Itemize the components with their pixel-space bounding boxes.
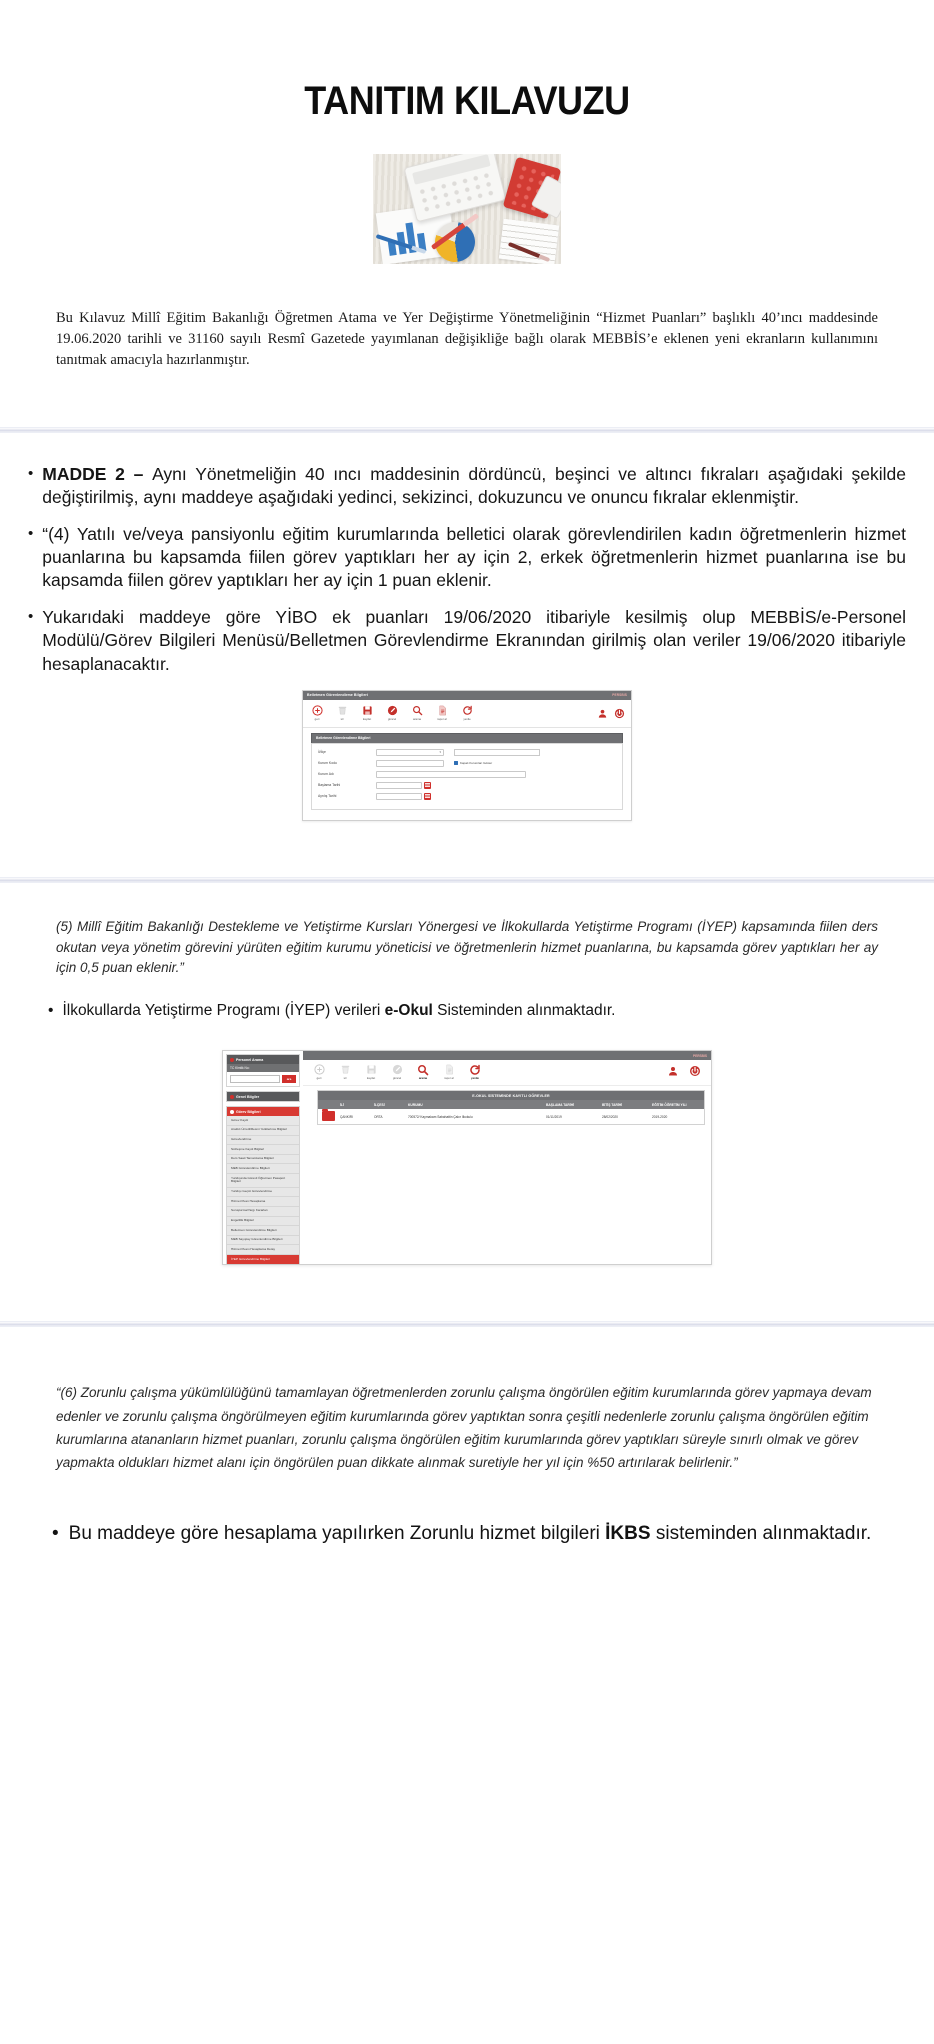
user-avatar-icon: [665, 1065, 681, 1076]
checkbox-icon[interactable]: [454, 761, 458, 765]
bullet-strong: İKBS: [605, 1523, 651, 1545]
column-header-ilcesi: İLÇESİ: [374, 1102, 385, 1107]
toolbar-button-guncelle[interactable]: [384, 705, 400, 721]
bullet-strong: MADDE 2 –: [42, 463, 153, 484]
toolbar-button-yenile[interactable]: [459, 705, 475, 721]
intro-paragraph: Bu Kılavuz Millî Eğitim Bakanlığı Öğretmen Atama ve Yer Değiştirme Yönetmeliğinin “Hizmet Puanları” başlıklı 40’ıncı maddesinde 19.06.2020 tarihli ve 31160 sayılı Resmî Gazetede yayımlanan değişikliğe bağlı olarak MEBBİS’e eklenen yeni ekranların kullanımını tanıtmak amacıyla hazırlanmıştır.: [56, 309, 878, 368]
toolbar-button-geri[interactable]: [309, 705, 325, 721]
notebook-photo-element: [499, 219, 559, 264]
page-title: TANITIM KILAVUZU: [304, 78, 630, 123]
toolbar-label: yenile: [471, 1076, 479, 1081]
personel-arama-header: [227, 1055, 299, 1064]
field-label: Başlama Tarihi: [318, 783, 341, 788]
toolbar-label: geri: [316, 1076, 322, 1081]
toolbar-right-buttons: [665, 1064, 703, 1076]
toolbar-label: arama: [413, 717, 421, 722]
toolbar-label: kaydet: [366, 1076, 376, 1081]
user-avatar-icon: [597, 708, 608, 719]
sidebar-item[interactable]: Görevlendirme: [227, 1136, 299, 1146]
edit-pencil-icon: [384, 705, 400, 716]
bullet-prefix: Bu maddeye göre hesaplama yapılırken Zorunlu hizmet bilgileri: [68, 1523, 606, 1545]
sidebar-item[interactable]: Belletmen Görevlendirme Bilgileri: [227, 1226, 299, 1236]
logout-button[interactable]: [614, 708, 625, 719]
bullet-body: Aynı Yönetmeliğin 40 ıncı maddesinin dördüncü, beşinci ve altıncı fıkraları aşağıdaki şekilde değiştirilmiş, aynı maddeye aşağıdaki yedinci, sekizinci, dokuzuncu ve onuncu fıkralar eklenmiştir.: [42, 463, 906, 507]
bullet-text: “(4) Yatılı ve/veya pansiyonlu eğitim kurumlarında belletici olarak görevlendirilen kadın öğretmenlerin hizmet puanlarına bu kapsamda fiilen görev yaptıkları her ay için 2, erkek öğretmenlerin hizmet puanlarına ise bu kapsamda fiilen görev yaptıkları her ay için 1 puan eklenir.: [42, 524, 906, 591]
app-title: Belletmen Görevlendirme Bilgileri: [307, 693, 369, 698]
slide-2-madde2: [0, 463, 934, 877]
bullet-dot-icon: •: [48, 1002, 54, 1020]
sidebar-item[interactable]: Sözleşme Kaydı Bilgileri: [227, 1145, 299, 1155]
table-row[interactable]: [318, 1109, 704, 1124]
presentation-page: [0, 27, 934, 1611]
search-icon: [415, 1064, 431, 1075]
form-row-ayrilis-tarihi: [318, 793, 616, 800]
calendar-picker-icon[interactable]: [424, 793, 431, 800]
fikra-5-paragraph: (5) Millî Eğitim Bakanlığı Destekleme ve Yetiştirme Kursları Yönergesi ve İlkokullarda Yetiştirme Programı (İYEP) kapsamında fiilen ders okutan veya yönetim görevini yürüten eğitim kurumu yöneticisi ve öğretmenlerin hizmet puanlarına, bu kapsamda görev yaptıkları her ay için 0,5 puan eklenir.”: [56, 918, 878, 976]
refresh-icon: [467, 1064, 483, 1075]
slide-divider-2: [0, 877, 934, 883]
hero-photo: [373, 154, 561, 264]
sidebar-item[interactable]: Ders Saati Tamamlama Bilgileri: [227, 1155, 299, 1165]
embedded-screenshot-1-wrap: [0, 690, 934, 821]
sidebar-item[interactable]: Hizmet Puanı Hesaplama Detay: [227, 1245, 299, 1255]
belletmen-gorevlendirme-screenshot: [302, 690, 632, 821]
checkbox-label: Kapalı Kurumları Göster: [460, 761, 493, 766]
report-document-icon: [434, 705, 450, 716]
report-document-icon: [441, 1064, 457, 1075]
toolbar-buttons: [311, 1064, 483, 1080]
red-dot-icon: [230, 1095, 234, 1099]
toolbar-right-buttons: [597, 708, 625, 719]
toolbar-label: arama: [418, 1076, 428, 1081]
app-content: [303, 1051, 711, 1264]
slide-3-iyep: [0, 917, 934, 1322]
field-label: Ayrılış Tarihi: [318, 794, 337, 799]
list-item: [28, 606, 906, 675]
sidebar-group-label: Görev Bilgileri: [236, 1109, 261, 1114]
toolbar-label: güncel: [392, 1076, 402, 1081]
trash-icon: [334, 705, 350, 716]
cell-ilcesi: ORTA: [374, 1114, 383, 1119]
gorev-bilgileri-card: [226, 1106, 300, 1265]
slide-divider-3: [0, 1321, 934, 1327]
bullet-suffix: sisteminden alınmaktadır.: [650, 1523, 872, 1545]
toolbar-button-arama[interactable]: [415, 1064, 431, 1080]
ayrilis-tarihi-input[interactable]: [376, 793, 422, 800]
slide-divider-1: [0, 427, 934, 433]
cell-egitim-ogretim-yili: 2019-2020: [652, 1114, 668, 1119]
bullet-dot-icon: •: [28, 464, 34, 482]
sidebar-group-genel-bilgiler[interactable]: [227, 1092, 299, 1101]
toolbar-button-sil[interactable]: [334, 705, 350, 721]
il-ilce-secondary-input[interactable]: [454, 749, 540, 756]
baslama-tarihi-input[interactable]: [376, 782, 422, 789]
menu-card: [226, 1091, 300, 1102]
refresh-icon: [459, 705, 475, 716]
e-okul-gorevler-table: [317, 1090, 705, 1125]
personel-arama-card: [226, 1054, 300, 1087]
power-logout-icon: [687, 1065, 703, 1076]
column-header-bitis-tarihi: BİTİŞ TARİHİ: [602, 1102, 623, 1107]
sidebar-item[interactable]: Hizmet Puan Hesaplama: [227, 1197, 299, 1207]
chevron-down-icon: ▾: [439, 750, 441, 755]
trash-icon: [337, 1064, 353, 1075]
sidebar-item[interactable]: MEB Görevlendirme Bilgileri: [227, 1164, 299, 1174]
toolbar-button-kaydet[interactable]: [359, 705, 375, 721]
sidebar-item[interactable]: Soruşturma/Yargı Kararları: [227, 1207, 299, 1217]
bullet-dot-icon: •: [52, 1523, 59, 1545]
form-row-kurum-adi: [318, 771, 616, 778]
toolbar-label: geri: [314, 717, 320, 722]
bullet-suffix: Sisteminden alınmaktadır.: [432, 1002, 616, 1020]
iyep-gorevlendirme-screenshot: [222, 1050, 712, 1265]
personel-arama-title: Personel Arama: [236, 1057, 264, 1062]
table-header-row: [318, 1100, 704, 1108]
toolbar-label: kaydet: [362, 717, 372, 722]
ara-button[interactable]: ara: [282, 1075, 296, 1083]
toolbar-button-rapor-al[interactable]: [434, 705, 450, 721]
column-header-baslama-tarihi: BAŞLAMA TARİHİ: [546, 1102, 575, 1107]
save-icon: [363, 1064, 379, 1075]
kurum-kodu-input[interactable]: [376, 760, 444, 767]
hero-image-wrap: [0, 154, 934, 264]
toolbar-label: rapor al: [437, 717, 447, 722]
edit-pencil-icon: [389, 1064, 405, 1075]
column-header-egitim-ogretim-yili: EĞİTİM ÖĞRETİM YILI: [652, 1102, 687, 1107]
sidebar-item[interactable]: Görev Kaydı: [227, 1116, 299, 1126]
sidebar-item[interactable]: Yurtdışında Görevli Öğretmen Pasaport Bilgileri: [227, 1174, 299, 1188]
user-account-button[interactable]: [597, 708, 608, 719]
field-label: Kurum Adı: [318, 772, 334, 777]
cell-ili: ÇANKIRI: [340, 1114, 353, 1119]
kapali-kurumlar-checkbox-group[interactable]: [454, 761, 492, 765]
table-title: E-OKUL SİSTEMİNDE KAYITLI GÖREVLER: [318, 1091, 704, 1100]
bullet-dot-icon: •: [28, 608, 34, 626]
toolbar-button-guncelle[interactable]: [389, 1064, 405, 1080]
bullet-strong: e-Okul: [384, 1002, 433, 1020]
toolbar-buttons: [309, 705, 475, 721]
cell-baslama-tarihi: 01/11/2019: [546, 1114, 562, 1119]
kurum-adi-input[interactable]: [376, 771, 526, 778]
form-panel-title: Belletmen Görevlendirme Bilgileri: [311, 733, 623, 743]
iyep-bullet: [48, 1001, 886, 1022]
bullet-list-slide2: [28, 463, 906, 676]
form-panel: [303, 728, 631, 820]
column-header-kurumu: KURUMU: [408, 1102, 423, 1107]
column-header-icon: [318, 1100, 338, 1108]
toolbar-label: güncel: [387, 717, 397, 722]
save-icon: [359, 705, 375, 716]
field-label: Kurum Kodu: [318, 761, 337, 766]
slide-4-zorunlu-hizmet: [0, 1381, 934, 1611]
toolbar-button-yenile[interactable]: [467, 1064, 483, 1080]
toolbar-button-rapor-al[interactable]: [441, 1064, 457, 1080]
app-toolbar: [303, 1060, 711, 1086]
toolbar-button-arama[interactable]: [409, 705, 425, 721]
sidebar-group-label: Genel Bilgiler: [236, 1094, 260, 1099]
sidebar-item[interactable]: Engellilik Bilgileri: [227, 1217, 299, 1227]
bullet-text: [62, 1001, 615, 1022]
toolbar-label: sil: [343, 1076, 347, 1081]
list-item: [28, 463, 906, 509]
logout-button[interactable]: [687, 1065, 703, 1076]
bullet-text: Yukarıdaki maddeye göre YİBO ek puanları 19/06/2020 itibariyle kesilmiş olup MEBBİS/e-Personel Modülü/Görev Bilgileri Menüsü/Belletmen Görevlendirme Ekranından girilmiş olan veriler 19/06/2020 itibariyle hesaplanacaktır.: [42, 607, 906, 674]
sidebar-item-iyep-gorevlendirme[interactable]: İYEP Görevlendirme Bilgileri: [227, 1255, 299, 1265]
form-row-il-ilce: [318, 749, 616, 756]
toolbar-label: sil: [340, 717, 344, 722]
app-titlebar: [303, 1051, 711, 1060]
app-sidebar: [223, 1051, 303, 1264]
red-dot-icon: [230, 1058, 234, 1062]
bullet-prefix: İlkokullarda Yetiştirme Programı (İYEP) verileri: [62, 1002, 385, 1020]
slide-1-cover: [0, 27, 934, 427]
il-ilce-select[interactable]: [376, 749, 444, 756]
tc-kimlik-label: TC Kimlik No:: [227, 1064, 299, 1072]
bullet-text: [69, 1522, 872, 1547]
sidebar-item[interactable]: Yurtdışı Geçici Görevlendirme: [227, 1188, 299, 1198]
brand-label: PERSBIS: [612, 693, 627, 698]
form-row-baslama-tarihi: [318, 782, 616, 789]
sidebar-item[interactable]: Aralıklı Ücretli/Resmi Yetkilerince Bilgileri: [227, 1126, 299, 1136]
folder-icon[interactable]: [318, 1109, 338, 1124]
form-row-kurum-kodu: [318, 760, 616, 767]
bullet-dot-icon: •: [28, 525, 34, 543]
tc-kimlik-search-row: [227, 1072, 299, 1086]
form-panel-body: [311, 743, 623, 810]
cell-kurumu: 700572/ Kaymakam Sabahattin Çakır Ilkokulu: [408, 1114, 473, 1119]
cell-bitis-tarihi: 28/02/2020: [602, 1114, 618, 1119]
power-logout-icon: [614, 708, 625, 719]
app-titlebar: [303, 691, 631, 700]
toolbar-button-geri[interactable]: [311, 1064, 327, 1080]
fikra-6-paragraph: “(6) Zorunlu çalışma yükümlülüğünü tamamlayan öğretmenlerden zorunlu çalışma öngörülen eğitim kurumlarında görev yapmaya devam edenler ve zorunlu çalışma öngörülmeyen eğitim kurumlarında görev yaptıktan sonra çeşitli nedenlerle zorunlu çalışma öngörülen eğitim kurumlarına atananların hizmet puanları, zorunlu çalışma öngörülen eğitim kurumlarında görev yaptıkları süreyle sınırlı olmak ve görev yapmakta oldukları hizmet alanı için öngörülen puan dikkate alınmak suretiyle her yıl için %50 artırılarak belirlenir.”: [56, 1385, 872, 1470]
user-account-button[interactable]: [665, 1065, 681, 1076]
app-toolbar: [303, 700, 631, 728]
bullet-text: [42, 463, 906, 509]
field-label: İl/İlçe: [318, 750, 326, 755]
toolbar-button-kaydet[interactable]: [363, 1064, 379, 1080]
plus-circle-icon: [311, 1064, 327, 1075]
toolbar-label: rapor al: [444, 1076, 454, 1081]
calendar-picker-icon[interactable]: [424, 782, 431, 789]
column-header-ili: İLİ: [340, 1102, 344, 1107]
brand-label: PERSBIS: [693, 1053, 707, 1058]
plus-circle-icon: [309, 705, 325, 716]
ikbs-bullet: [52, 1522, 882, 1547]
sidebar-group-gorev-bilgileri[interactable]: [227, 1107, 299, 1116]
toolbar-label: yenile: [463, 717, 471, 722]
red-dot-icon: [230, 1110, 234, 1114]
toolbar-button-sil[interactable]: [337, 1064, 353, 1080]
search-icon: [409, 705, 425, 716]
embedded-screenshot-2-wrap: [0, 1050, 934, 1265]
list-item: [28, 523, 906, 592]
tc-kimlik-input[interactable]: [230, 1075, 280, 1083]
sidebar-item[interactable]: MEB Sayıştay Görevlendirme Bilgileri: [227, 1236, 299, 1246]
